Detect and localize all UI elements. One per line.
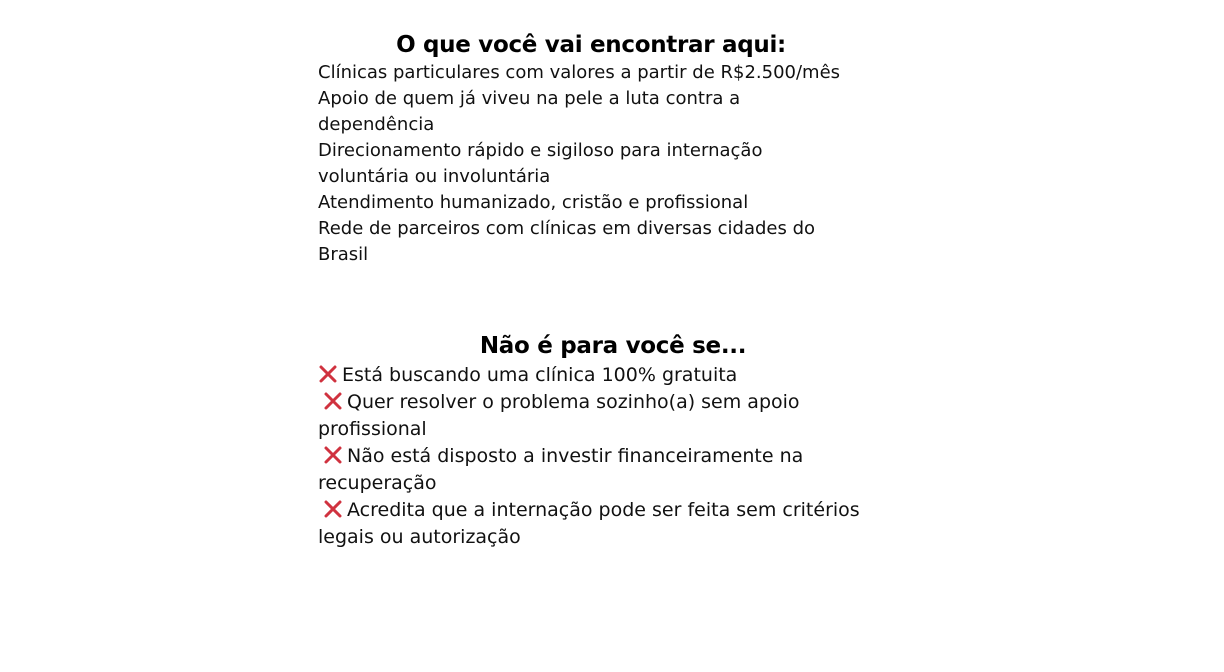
not-for-you-section [318,331,888,551]
benefit-line: Clínicas particulares com valores a partir de R$2.500/mês [318,62,841,83]
not-for-you-list [318,362,888,551]
benefit-line: Direcionamento rápido e sigiloso para internação [318,140,763,161]
benefit-line: Apoio de quem já viveu na pele a luta contra a [318,88,741,109]
not-for-you-item [318,497,888,524]
not-for-you-continuation: legais ou autorização [318,526,521,548]
benefits-list [318,60,888,268]
benefits-section [318,30,888,268]
main-content [318,30,888,551]
not-for-you-heading: Não é para você se... [479,333,747,359]
not-for-you-continuation: profissional [318,418,427,440]
not-for-you-text: Acredita que a internação pode ser feita sem critérios [347,499,860,521]
not-for-you-item [318,362,888,389]
benefit-line: voluntária ou involuntária [318,166,551,187]
not-for-you-text: Está buscando uma clínica 100% gratuita [342,364,738,386]
not-for-you-continuation: recuperação [318,472,437,494]
benefit-line: Brasil [318,244,369,265]
cross-mark-icon [323,445,343,465]
not-for-you-text: Não está disposto a investir financeiramente na [347,445,804,467]
not-for-you-item [318,443,888,470]
benefit-line: dependência [318,114,435,135]
not-for-you-text: Quer resolver o problema sozinho(a) sem apoio [347,391,800,413]
cross-mark-icon [318,364,338,384]
benefits-heading: O que você vai encontrar aqui: [396,32,786,58]
not-for-you-item [318,389,888,416]
benefit-line: Atendimento humanizado, cristão e profissional [318,192,749,213]
cross-mark-icon [323,499,343,519]
cross-mark-icon [323,391,343,411]
benefit-line: Rede de parceiros com clínicas em diversas cidades do [318,218,816,239]
